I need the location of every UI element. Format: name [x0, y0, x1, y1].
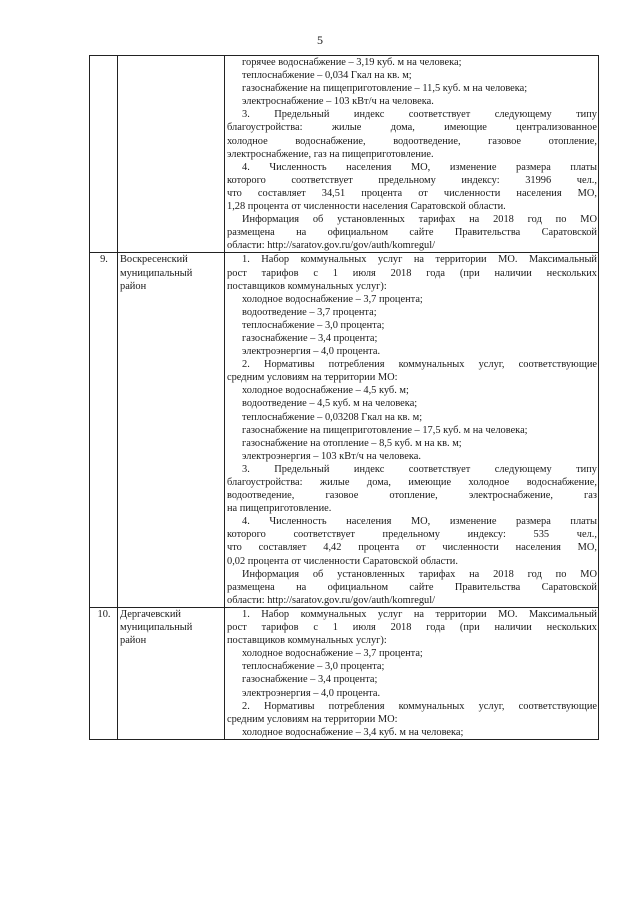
content-cell	[225, 56, 599, 253]
tariff-table	[89, 55, 599, 740]
page-number: 5	[317, 33, 323, 47]
content-line: благоустройства: жилые дома, имеющие холодное водоснабжение,	[227, 477, 597, 488]
content-line: водоотведение – 4,5 куб. м на человека;	[242, 398, 418, 410]
row-number-cell	[90, 253, 118, 608]
content-line: холодное водоснабжение, водоотведение, газовое отопление,	[227, 135, 597, 147]
content-line: газоснабжение на пищеприготовление – 11,5 куб. м на человека;	[242, 83, 528, 95]
district-name-line: муниципальный	[120, 622, 193, 634]
content-line: рост тарифов с 1 июля 2018 года (при наличии нескольких	[227, 622, 597, 634]
content-cell	[225, 253, 599, 608]
tariff-table-body	[90, 56, 599, 740]
content-line: Информация об установленных тарифах на 2018 год по МО	[242, 568, 597, 580]
district-name-line: муниципальный	[120, 267, 193, 279]
content-line: газоснабжение – 3,4 процента;	[242, 674, 378, 686]
content-line: 1. Набор коммунальных услуг на территории МО. Максимальный	[242, 254, 597, 266]
district-name-cell	[118, 253, 225, 608]
row-number: 10.	[97, 608, 111, 620]
content-line: средним условиям на территории МО:	[227, 372, 398, 384]
district-name-cell	[118, 607, 225, 739]
content-line: размещена на официальном сайте Правительства Саратовской	[227, 581, 597, 593]
content-line: средним условиям на территории МО:	[227, 713, 398, 725]
content-line: что составляет 4,42 процента от численности населения МО,	[227, 542, 597, 554]
content-line: теплоснабжение – 0,03208 Гкал на кв. м;	[242, 411, 423, 423]
district-name-line: район	[120, 280, 147, 292]
content-line: поставщиков коммунальных услуг):	[227, 635, 387, 647]
content-line: водоотведение – 3,7 процента;	[242, 306, 377, 318]
content-line: электроэнергия – 4,0 процента.	[242, 346, 381, 358]
content-line: области: http://saratov.gov.ru/gov/auth/komregul/	[227, 594, 435, 606]
row-number-cell	[90, 56, 118, 253]
content-line: холодное водоснабжение – 3,7 процента;	[242, 648, 423, 660]
content-line: на пищеприготовление.	[227, 503, 332, 515]
content-line: холодное водоснабжение – 3,4 куб. м на человека;	[242, 726, 464, 738]
content-line: Информация об установленных тарифах на 2018 год по МО	[242, 214, 597, 226]
content-line: 1. Набор коммунальных услуг на территории МО. Максимальный	[242, 608, 597, 620]
content-line: 2. Нормативы потребления коммунальных услуг, соответствующие	[242, 359, 597, 371]
table-row	[90, 607, 599, 739]
table-row	[90, 56, 599, 253]
row-number: 9.	[100, 254, 108, 266]
content-line: газоснабжение – 3,4 процента;	[242, 332, 378, 344]
content-line: холодное водоснабжение – 4,5 куб. м;	[242, 385, 409, 397]
content-line: 2. Нормативы потребления коммунальных услуг, соответствующие	[242, 700, 597, 712]
district-name-line: район	[120, 635, 147, 647]
content-line: электроэнергия – 103 кВт/ч на человека.	[242, 450, 421, 462]
content-line: теплоснабжение – 3,0 процента;	[242, 319, 385, 331]
content-cell	[225, 607, 599, 739]
content-line: водоотведение, газовое отопление, электроснабжение, газ	[227, 490, 597, 502]
content-line: электроснабжение – 103 кВт/ч на человека.	[242, 96, 434, 108]
content-line: что составляет 34,51 процента от численности населения МО,	[227, 187, 597, 199]
content-line: благоустройства: жилые дома, имеющие централизованное	[227, 122, 597, 134]
content-line: электроэнергия – 4,0 процента.	[242, 687, 381, 699]
content-line: теплоснабжение – 3,0 процента;	[242, 661, 385, 673]
district-name-cell	[118, 56, 225, 253]
content-line: 3. Предельный индекс соответствует следующему типу	[242, 109, 597, 121]
content-line: области: http://saratov.gov.ru/gov/auth/komregul/	[227, 240, 435, 252]
content-line: которого соответствует предельному индексу: 535 чел.,	[227, 529, 597, 541]
content-line: электроснабжение, газ на пищеприготовление.	[227, 148, 434, 160]
content-line: размещена на официальном сайте Правительства Саратовской	[227, 227, 597, 239]
content-line: рост тарифов с 1 июля 2018 года (при наличии нескольких	[227, 267, 597, 279]
row-number-cell	[90, 607, 118, 739]
content-line: холодное водоснабжение – 3,7 процента;	[242, 293, 423, 305]
content-line: 4. Численность населения МО, изменение размера платы	[242, 161, 597, 173]
content-line: которого соответствует предельному индексу: 31996 чел.,	[227, 174, 597, 186]
district-name-line: Дергачевский	[120, 608, 181, 620]
content-line: 4. Численность населения МО, изменение размера платы	[242, 516, 597, 528]
content-line: газоснабжение на пищеприготовление – 17,5 куб. м на человека;	[242, 424, 528, 436]
content-line: горячее водоснабжение – 3,19 куб. м на человека;	[242, 57, 462, 68]
district-name-line: Воскресенский	[120, 254, 188, 266]
table-row	[90, 253, 599, 608]
content-line: 0,02 процента от численности Саратовской области.	[227, 555, 458, 567]
content-line: поставщиков коммунальных услуг):	[227, 280, 387, 292]
content-line: 3. Предельный индекс соответствует следующему типу	[242, 463, 597, 475]
content-line: газоснабжение на отопление – 8,5 куб. м на кв. м;	[242, 437, 462, 449]
content-line: теплоснабжение – 0,034 Гкал на кв. м;	[242, 70, 412, 82]
content-line: 1,28 процента от численности населения Саратовской области.	[227, 201, 506, 213]
